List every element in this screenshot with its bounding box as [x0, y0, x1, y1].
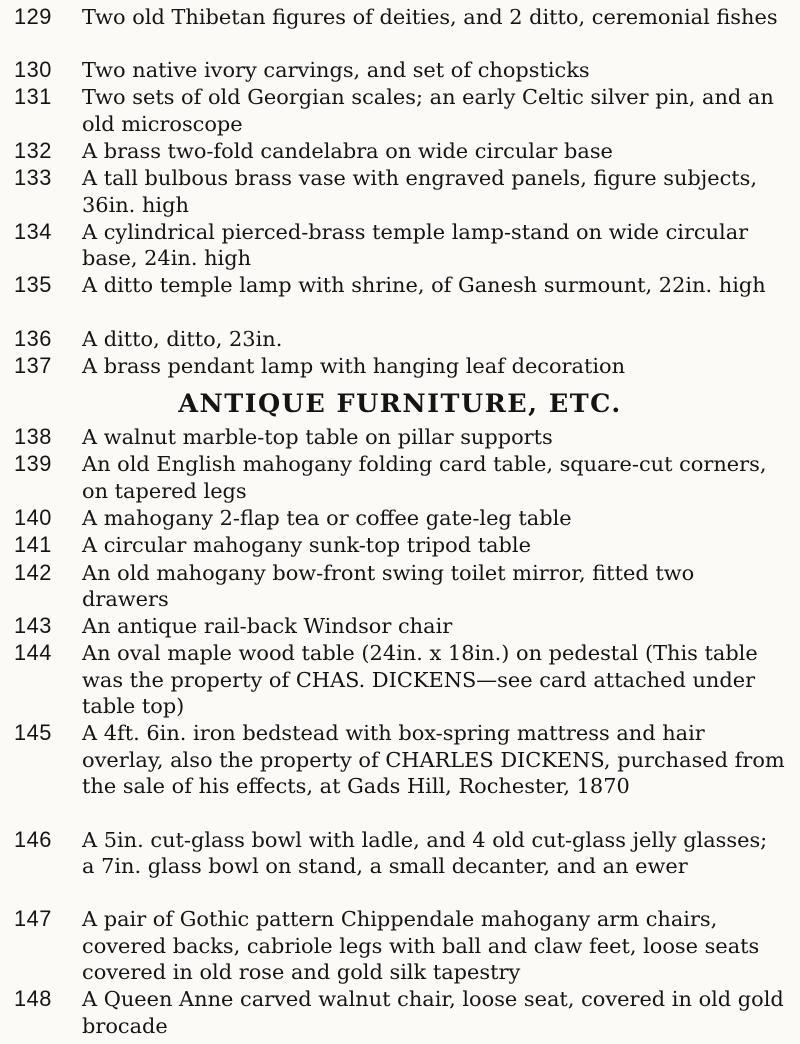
- section-heading: ANTIQUE FURNITURE, ETC.: [178, 387, 622, 418]
- lot-description: An old mahogany bow-front swing toilet mirror, fitted two drawers: [82, 560, 695, 611]
- lot-description: A ditto, ditto, 23in.: [82, 327, 283, 352]
- lot-number: 129: [14, 3, 52, 29]
- lot-description: A brass pendant lamp with hanging leaf decoration: [82, 354, 626, 379]
- lot-132: [0, 138, 800, 164]
- lot-number: 134: [14, 218, 52, 244]
- lot-138: [0, 424, 800, 450]
- lot-134: [0, 219, 800, 272]
- lot-141: [0, 532, 800, 558]
- lot-130: [0, 57, 800, 83]
- lot-number: 131: [14, 84, 52, 110]
- lot-description: Two sets of old Georgian scales; an early Celtic silver pin, and an old microscope: [82, 85, 774, 136]
- lot-description: A walnut marble-top table on pillar supports: [82, 425, 553, 450]
- lot-146: [0, 827, 800, 880]
- lot-145: [0, 720, 800, 799]
- lot-142: [0, 560, 800, 613]
- lot-number: 136: [14, 326, 52, 352]
- lot-number: 138: [14, 424, 52, 450]
- lot-description: A 4ft. 6in. iron bedstead with box-spring mattress and hair overlay, also the property of CHARLES DICKENS, purchased from the sale of his effects, at Gads Hill, Rochester, 1870: [82, 721, 785, 798]
- lot-136: [0, 326, 800, 352]
- lot-number: 135: [14, 272, 52, 298]
- lot-description: A mahogany 2-flap tea or coffee gate-leg table: [82, 506, 572, 530]
- lot-135: [0, 272, 800, 298]
- lot-number: 132: [14, 138, 52, 164]
- lot-140: [0, 505, 800, 531]
- lot-144: [0, 640, 800, 719]
- lot-139: [0, 451, 800, 504]
- lot-number: 144: [14, 640, 52, 666]
- lot-number: 133: [14, 165, 52, 191]
- lot-148: [0, 986, 800, 1039]
- lot-147: [0, 906, 800, 985]
- lot-number: 137: [14, 353, 52, 379]
- lot-137: [0, 353, 800, 379]
- lot-number: 146: [14, 826, 52, 852]
- lot-description: Two native ivory carvings, and set of chopsticks: [82, 58, 590, 83]
- lot-number: 141: [14, 532, 52, 558]
- lot-description: A Queen Anne carved walnut chair, loose seat, covered in old gold brocade: [82, 987, 784, 1038]
- lot-number: 142: [14, 559, 52, 585]
- lot-description: An antique rail-back Windsor chair: [82, 614, 453, 639]
- lot-133: [0, 165, 800, 218]
- lot-number: 148: [14, 986, 52, 1012]
- lot-description: A brass two-fold candelabra on wide circular base: [82, 139, 613, 164]
- lot-129: [0, 4, 800, 30]
- lot-number: 130: [14, 57, 52, 83]
- lot-description: A circular mahogany sunk-top tripod table: [82, 533, 531, 558]
- lot-143: [0, 613, 800, 639]
- lot-number: 143: [14, 613, 52, 639]
- lot-131: [0, 84, 800, 137]
- lot-description: A cylindrical pierced-brass temple lamp-stand on wide circular base, 24in. high: [82, 219, 749, 271]
- lot-description: An oval maple wood table (24in. x 18in.) on pedestal (This table was the property of CHAS. DICKENS—see card attached under table top): [82, 641, 758, 719]
- lot-number: 140: [14, 505, 52, 530]
- lot-description: A 5in. cut-glass bowl with ladle, and 4 old cut-glass jelly glasses; a 7in. glass bowl on stand, a small decanter, and an ewer: [82, 827, 768, 878]
- lot-description: An old English mahogany folding card table, square-cut corners, on tapered legs: [82, 452, 767, 503]
- lot-description: A pair of Gothic pattern Chippendale mahogany arm chairs, covered backs, cabriole legs with ball and claw feet, loose seats covered in old rose and gold silk tapestry: [82, 907, 760, 985]
- lot-number: 147: [14, 906, 52, 932]
- lot-number: 139: [14, 451, 52, 477]
- lot-description: A tall bulbous brass vase with engraved panels, figure subjects, 36in. high: [82, 166, 758, 217]
- lot-description: A ditto temple lamp with shrine, of Ganesh surmount, 22in. high: [82, 273, 766, 298]
- lot-number: 145: [14, 720, 52, 746]
- lot-description: Two old Thibetan figures of deities, and 2 ditto, ceremonial fishes: [82, 4, 778, 29]
